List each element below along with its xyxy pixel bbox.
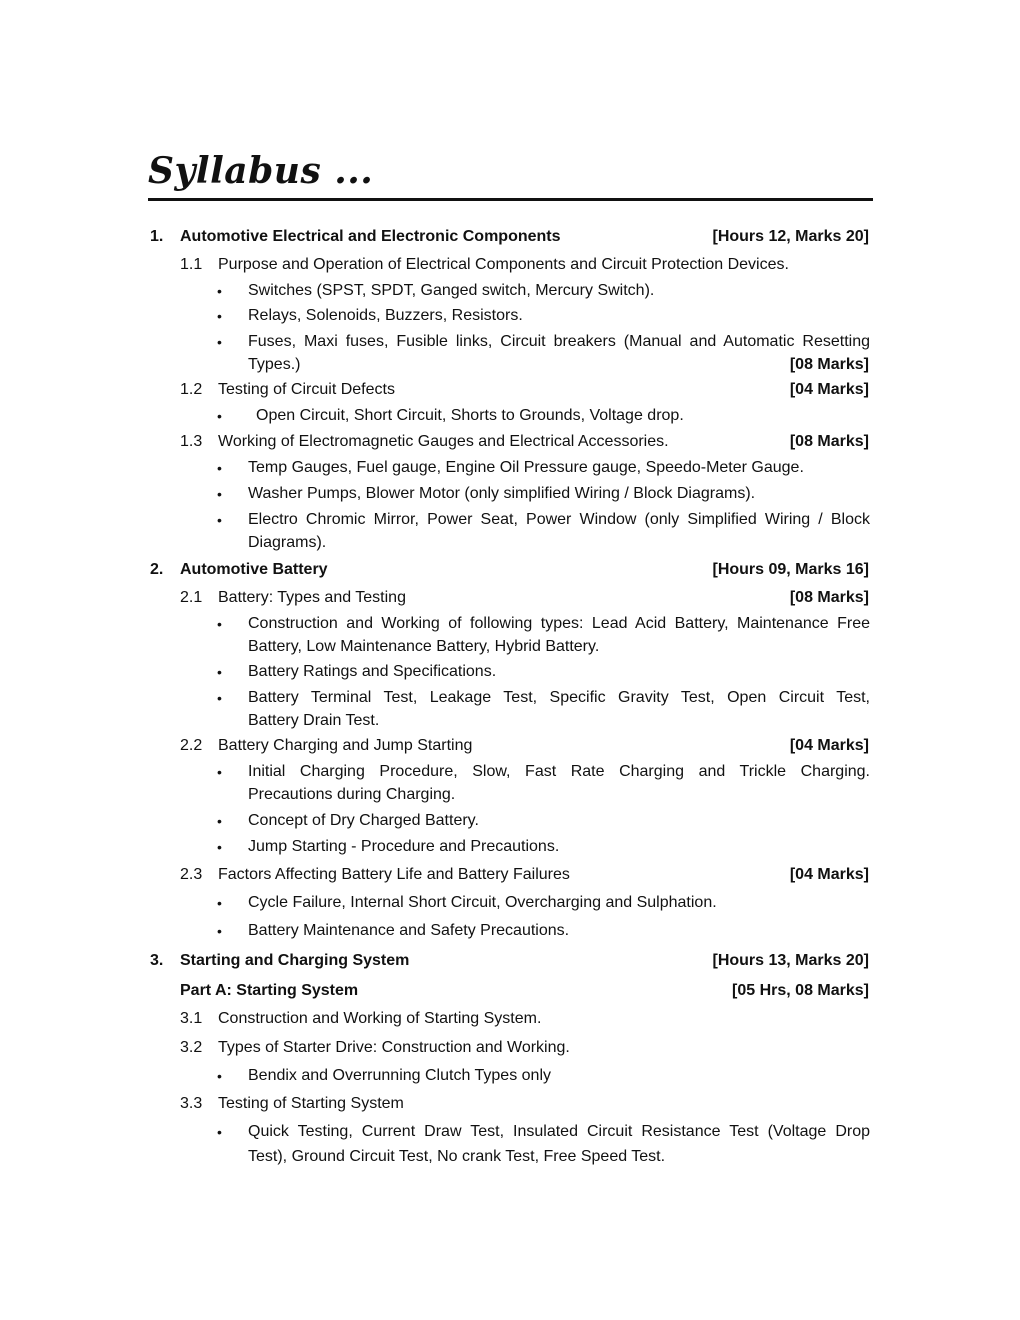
section-number: 2.	[150, 561, 164, 578]
subsection-2-3	[0, 864, 1020, 886]
list-item	[0, 457, 1020, 479]
list-item-continued	[0, 354, 1020, 376]
list-item-text: Test), Ground Circuit Test, No crank Test, Free Speed Test.	[248, 1148, 666, 1165]
list-item-text: Battery Drain Test.	[248, 712, 380, 729]
subsection-2-2	[0, 735, 1020, 757]
bullet-icon: •	[217, 895, 222, 911]
list-item-text: Battery Maintenance and Safety Precautions.	[248, 922, 570, 939]
section-1-header	[0, 226, 1020, 248]
part-marks: [05 Hrs, 08 Marks]	[732, 982, 869, 999]
list-item	[0, 1121, 1020, 1143]
section-number: 3.	[150, 952, 164, 969]
list-item-text: Construction and Working of following types: Lead Acid Battery, Maintenance Free	[248, 615, 870, 632]
list-item-text: Initial Charging Procedure, Slow, Fast Rate Charging and Trickle Charging.	[248, 763, 870, 780]
list-item	[0, 836, 1020, 858]
bullet-icon: •	[217, 486, 222, 502]
list-item-text: Concept of Dry Charged Battery.	[248, 812, 479, 829]
subsection-marks: [04 Marks]	[789, 737, 869, 754]
subsection-1-2	[0, 379, 1020, 401]
list-item-text: Diagrams).	[248, 534, 327, 551]
bullet-icon: •	[217, 512, 222, 528]
subsection-title: Construction and Working of Starting System.	[218, 1010, 542, 1027]
list-item	[0, 892, 1020, 914]
list-item	[0, 280, 1020, 302]
list-item-text: Precautions during Charging.	[248, 786, 456, 803]
section-2-header	[0, 559, 1020, 581]
bullet-icon: •	[217, 923, 222, 939]
list-item	[0, 1065, 1020, 1087]
subsection-3-2	[0, 1037, 1020, 1059]
list-item-text: Cycle Failure, Internal Short Circuit, Overcharging and Sulphation.	[248, 894, 717, 911]
list-item-text: Battery Terminal Test, Leakage Test, Specific Gravity Test, Open Circuit Test,	[248, 689, 870, 706]
list-item	[0, 613, 1020, 635]
list-item-text: Battery, Low Maintenance Battery, Hybrid Battery.	[248, 638, 600, 655]
list-item-continued	[0, 1146, 1020, 1168]
list-item-continued	[0, 532, 1020, 554]
part-title: Part A: Starting System	[180, 982, 359, 999]
subsection-1-3	[0, 431, 1020, 453]
section-number: 1.	[150, 228, 164, 245]
bullet-icon: •	[217, 283, 222, 299]
list-item	[0, 331, 1020, 353]
list-item-text: Electro Chromic Mirror, Power Seat, Power Window (only Simplified Wiring / Block	[248, 511, 870, 528]
subsection-number: 2.1	[180, 589, 203, 606]
list-item	[0, 810, 1020, 832]
bullet-icon: •	[217, 764, 222, 780]
subsection-title: Battery Charging and Jump Starting	[218, 737, 473, 754]
bullet-icon: •	[217, 1124, 222, 1140]
list-item-continued	[0, 784, 1020, 806]
list-item	[0, 761, 1020, 783]
section-marks: [Hours 13, Marks 20]	[712, 952, 869, 969]
bullet-icon: •	[217, 813, 222, 829]
list-item-continued	[0, 710, 1020, 732]
list-item-text: Washer Pumps, Blower Motor (only simplified Wiring / Block Diagrams).	[248, 485, 756, 502]
section-title: Starting and Charging System	[180, 952, 410, 969]
title-underline	[148, 198, 873, 201]
section-3-header	[0, 950, 1020, 972]
list-item-text: Quick Testing, Current Draw Test, Insulated Circuit Resistance Test (Voltage Drop	[248, 1123, 870, 1140]
subsection-marks: [04 Marks]	[789, 866, 869, 883]
bullet-icon: •	[217, 1068, 222, 1084]
subsection-2-1	[0, 587, 1020, 609]
subsection-number: 1.3	[180, 433, 203, 450]
subsection-title: Working of Electromagnetic Gauges and Electrical Accessories.	[218, 433, 669, 450]
list-item-text: Switches (SPST, SPDT, Ganged switch, Mercury Switch).	[248, 282, 655, 299]
list-item-text: Temp Gauges, Fuel gauge, Engine Oil Pressure gauge, Speedo-Meter Gauge.	[248, 459, 804, 476]
bullet-icon: •	[217, 616, 222, 632]
list-item	[0, 405, 1020, 427]
subsection-title: Factors Affecting Battery Life and Battery Failures	[218, 866, 570, 883]
subsection-number: 1.2	[180, 381, 203, 398]
list-item-text: Types.)	[248, 356, 301, 373]
list-item-text: Fuses, Maxi fuses, Fusible links, Circuit breakers (Manual and Automatic Resetting	[248, 333, 870, 350]
part-a-header	[0, 980, 1020, 1002]
subsection-title: Battery: Types and Testing	[218, 589, 406, 606]
subsection-3-3	[0, 1093, 1020, 1115]
list-item	[0, 483, 1020, 505]
subsection-marks: [08 Marks]	[789, 356, 869, 373]
list-item-text: Battery Ratings and Specifications.	[248, 663, 497, 680]
list-item	[0, 661, 1020, 683]
list-item-text: Open Circuit, Short Circuit, Shorts to Grounds, Voltage drop.	[256, 407, 684, 424]
section-marks: [Hours 09, Marks 16]	[712, 561, 869, 578]
subsection-3-1	[0, 1008, 1020, 1030]
list-item	[0, 305, 1020, 327]
list-item	[0, 920, 1020, 942]
list-item-text: Relays, Solenoids, Buzzers, Resistors.	[248, 307, 523, 324]
subsection-number: 3.3	[180, 1095, 203, 1112]
subsection-number: 1.1	[180, 256, 203, 273]
list-item-continued	[0, 636, 1020, 658]
subsection-number: 2.3	[180, 866, 203, 883]
subsection-title: Types of Starter Drive: Construction and Working.	[218, 1039, 570, 1056]
subsection-number: 3.2	[180, 1039, 203, 1056]
bullet-icon: •	[217, 334, 222, 350]
list-item	[0, 687, 1020, 709]
subsection-marks: [04 Marks]	[789, 381, 869, 398]
subsection-number: 2.2	[180, 737, 203, 754]
bullet-icon: •	[217, 460, 222, 476]
page-title: Syllabus ...	[148, 150, 374, 192]
section-title: Automotive Electrical and Electronic Components	[180, 228, 561, 245]
section-title: Automotive Battery	[180, 561, 328, 578]
subsection-1-1	[0, 254, 1020, 276]
list-item	[0, 509, 1020, 531]
subsection-title: Purpose and Operation of Electrical Components and Circuit Protection Devices.	[218, 256, 789, 273]
bullet-icon: •	[217, 308, 222, 324]
subsection-title: Testing of Starting System	[218, 1095, 404, 1112]
list-item-text: Jump Starting - Procedure and Precautions.	[248, 838, 560, 855]
bullet-icon: •	[217, 664, 222, 680]
subsection-marks: [08 Marks]	[789, 589, 869, 606]
subsection-marks: [08 Marks]	[789, 433, 869, 450]
bullet-icon: •	[217, 690, 222, 706]
list-item-text: Bendix and Overrunning Clutch Types only	[248, 1067, 551, 1084]
bullet-icon: •	[217, 408, 222, 424]
section-marks: [Hours 12, Marks 20]	[712, 228, 869, 245]
bullet-icon: •	[217, 839, 222, 855]
subsection-title: Testing of Circuit Defects	[218, 381, 395, 398]
subsection-number: 3.1	[180, 1010, 203, 1027]
